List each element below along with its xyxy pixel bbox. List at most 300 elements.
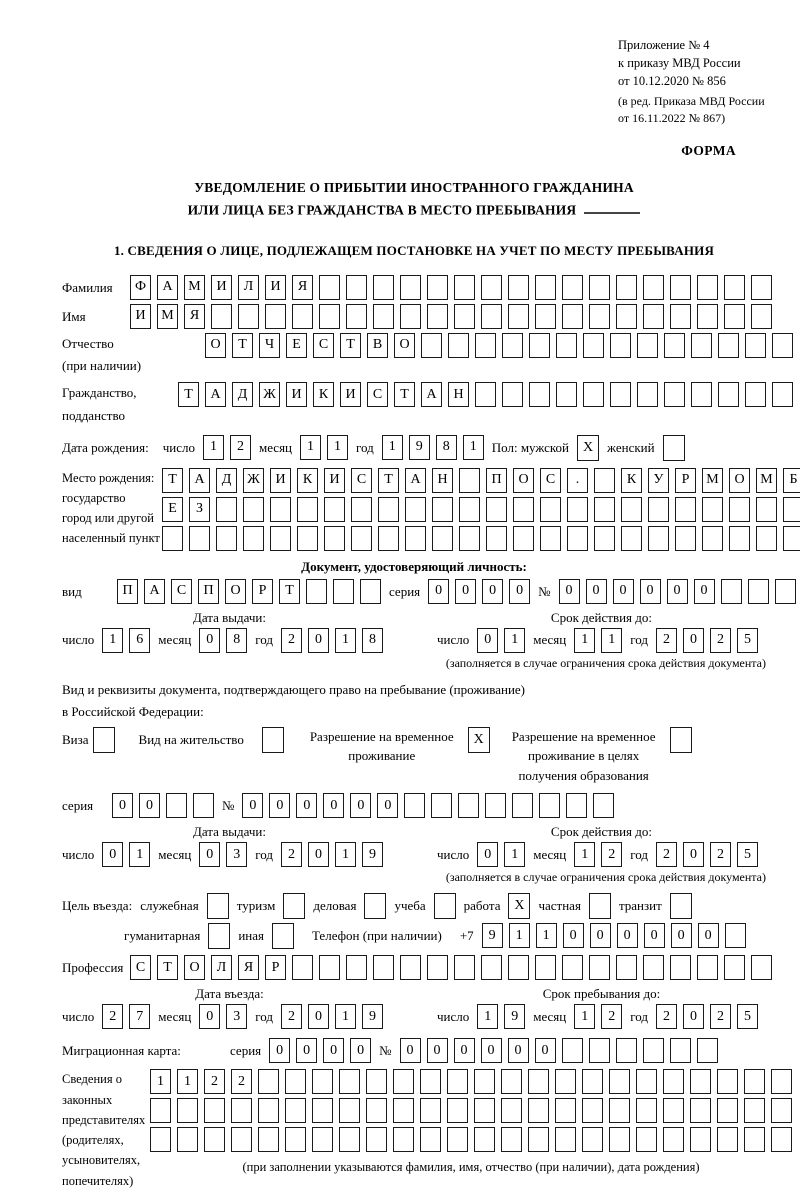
char-cell[interactable] bbox=[663, 1069, 684, 1094]
char-cell[interactable]: 0 bbox=[482, 579, 503, 604]
char-cell[interactable] bbox=[373, 275, 394, 300]
char-cell[interactable]: И bbox=[286, 382, 307, 407]
char-cell[interactable]: 0 bbox=[509, 579, 530, 604]
char-cell[interactable] bbox=[373, 955, 394, 980]
char-cell[interactable]: 1 bbox=[335, 842, 356, 867]
char-cell[interactable] bbox=[697, 1038, 718, 1063]
char-cell[interactable]: А bbox=[157, 275, 178, 300]
char-cell[interactable] bbox=[216, 497, 237, 522]
char-cell[interactable]: 0 bbox=[199, 1004, 220, 1029]
char-cell[interactable] bbox=[610, 333, 631, 358]
char-cell[interactable] bbox=[231, 1127, 252, 1152]
char-cell[interactable] bbox=[447, 1069, 468, 1094]
char-cell[interactable] bbox=[216, 526, 237, 551]
char-cell[interactable] bbox=[292, 955, 313, 980]
char-cell[interactable] bbox=[400, 304, 421, 329]
char-cell[interactable] bbox=[351, 526, 372, 551]
char-cell[interactable] bbox=[643, 955, 664, 980]
char-cell[interactable] bbox=[697, 275, 718, 300]
char-cell[interactable] bbox=[373, 304, 394, 329]
char-cell[interactable]: О bbox=[184, 955, 205, 980]
char-cell[interactable]: У bbox=[648, 468, 669, 493]
char-cell[interactable] bbox=[405, 497, 426, 522]
char-cell[interactable]: 0 bbox=[377, 793, 398, 818]
char-cell[interactable] bbox=[400, 955, 421, 980]
char-cell[interactable] bbox=[771, 1098, 792, 1123]
char-cell[interactable] bbox=[721, 579, 742, 604]
char-cell[interactable]: 0 bbox=[323, 1038, 344, 1063]
char-cell[interactable] bbox=[404, 793, 425, 818]
char-cell[interactable]: 0 bbox=[508, 1038, 529, 1063]
char-cell[interactable]: П bbox=[486, 468, 507, 493]
char-cell[interactable]: 0 bbox=[269, 1038, 290, 1063]
char-cell[interactable]: 7 bbox=[129, 1004, 150, 1029]
char-cell[interactable] bbox=[594, 526, 615, 551]
char-cell[interactable] bbox=[512, 793, 533, 818]
char-cell[interactable] bbox=[393, 1069, 414, 1094]
char-cell[interactable]: 3 bbox=[226, 842, 247, 867]
char-cell[interactable] bbox=[243, 526, 264, 551]
char-cell[interactable]: И bbox=[211, 275, 232, 300]
char-cell[interactable] bbox=[481, 955, 502, 980]
char-cell[interactable]: 0 bbox=[350, 793, 371, 818]
char-cell[interactable] bbox=[501, 1127, 522, 1152]
char-cell[interactable] bbox=[567, 526, 588, 551]
char-cell[interactable]: П bbox=[117, 579, 138, 604]
char-cell[interactable] bbox=[204, 1127, 225, 1152]
char-cell[interactable] bbox=[583, 382, 604, 407]
char-cell[interactable]: И bbox=[324, 468, 345, 493]
char-cell[interactable] bbox=[448, 333, 469, 358]
char-cell[interactable] bbox=[508, 275, 529, 300]
char-cell[interactable]: Л bbox=[238, 275, 259, 300]
char-cell[interactable]: 0 bbox=[454, 1038, 475, 1063]
char-cell[interactable] bbox=[312, 1098, 333, 1123]
char-cell[interactable]: 9 bbox=[409, 435, 430, 460]
char-cell[interactable]: С bbox=[367, 382, 388, 407]
char-cell[interactable]: С bbox=[313, 333, 334, 358]
char-cell[interactable] bbox=[486, 497, 507, 522]
char-cell[interactable] bbox=[528, 1098, 549, 1123]
char-cell[interactable] bbox=[501, 1069, 522, 1094]
char-cell[interactable] bbox=[582, 1127, 603, 1152]
char-cell[interactable] bbox=[177, 1098, 198, 1123]
char-cell[interactable]: 0 bbox=[323, 793, 344, 818]
char-cell[interactable]: 1 bbox=[574, 842, 595, 867]
char-cell[interactable] bbox=[474, 1098, 495, 1123]
char-cell[interactable] bbox=[589, 955, 610, 980]
char-cell[interactable]: Т bbox=[340, 333, 361, 358]
purpose-transit-checkbox[interactable] bbox=[670, 893, 692, 919]
female-checkbox[interactable] bbox=[663, 435, 685, 461]
char-cell[interactable] bbox=[771, 1127, 792, 1152]
char-cell[interactable] bbox=[643, 275, 664, 300]
char-cell[interactable] bbox=[432, 526, 453, 551]
char-cell[interactable]: К bbox=[297, 468, 318, 493]
char-cell[interactable]: 0 bbox=[308, 1004, 329, 1029]
char-cell[interactable] bbox=[702, 497, 723, 522]
char-cell[interactable] bbox=[663, 1098, 684, 1123]
char-cell[interactable] bbox=[150, 1127, 171, 1152]
char-cell[interactable] bbox=[231, 1098, 252, 1123]
char-cell[interactable] bbox=[636, 1127, 657, 1152]
char-cell[interactable]: 0 bbox=[481, 1038, 502, 1063]
char-cell[interactable] bbox=[339, 1098, 360, 1123]
char-cell[interactable] bbox=[616, 304, 637, 329]
char-cell[interactable]: 0 bbox=[477, 842, 498, 867]
char-cell[interactable] bbox=[297, 526, 318, 551]
char-cell[interactable] bbox=[717, 1127, 738, 1152]
char-cell[interactable] bbox=[485, 793, 506, 818]
char-cell[interactable] bbox=[566, 793, 587, 818]
char-cell[interactable] bbox=[508, 304, 529, 329]
char-cell[interactable] bbox=[725, 923, 746, 948]
char-cell[interactable] bbox=[582, 1098, 603, 1123]
char-cell[interactable] bbox=[312, 1069, 333, 1094]
char-cell[interactable] bbox=[745, 333, 766, 358]
char-cell[interactable] bbox=[346, 955, 367, 980]
char-cell[interactable]: 0 bbox=[199, 628, 220, 653]
char-cell[interactable] bbox=[637, 382, 658, 407]
char-cell[interactable]: 0 bbox=[667, 579, 688, 604]
char-cell[interactable]: И bbox=[130, 304, 151, 329]
char-cell[interactable] bbox=[502, 382, 523, 407]
char-cell[interactable] bbox=[319, 304, 340, 329]
char-cell[interactable]: 0 bbox=[296, 793, 317, 818]
char-cell[interactable] bbox=[189, 526, 210, 551]
char-cell[interactable]: 0 bbox=[400, 1038, 421, 1063]
char-cell[interactable]: 1 bbox=[463, 435, 484, 460]
char-cell[interactable] bbox=[306, 579, 327, 604]
char-cell[interactable]: Я bbox=[238, 955, 259, 980]
char-cell[interactable] bbox=[556, 333, 577, 358]
char-cell[interactable] bbox=[555, 1127, 576, 1152]
char-cell[interactable]: Д bbox=[232, 382, 253, 407]
char-cell[interactable]: 0 bbox=[586, 579, 607, 604]
char-cell[interactable]: 2 bbox=[230, 435, 251, 460]
char-cell[interactable] bbox=[783, 497, 800, 522]
char-cell[interactable]: Л bbox=[211, 955, 232, 980]
char-cell[interactable] bbox=[265, 304, 286, 329]
char-cell[interactable] bbox=[663, 1127, 684, 1152]
char-cell[interactable]: 2 bbox=[656, 1004, 677, 1029]
char-cell[interactable] bbox=[718, 382, 739, 407]
char-cell[interactable] bbox=[675, 497, 696, 522]
char-cell[interactable] bbox=[405, 526, 426, 551]
residence-permit-checkbox[interactable] bbox=[262, 727, 284, 753]
char-cell[interactable]: 0 bbox=[559, 579, 580, 604]
char-cell[interactable]: 9 bbox=[362, 842, 383, 867]
char-cell[interactable] bbox=[346, 304, 367, 329]
char-cell[interactable] bbox=[333, 579, 354, 604]
char-cell[interactable] bbox=[459, 497, 480, 522]
char-cell[interactable]: 0 bbox=[269, 793, 290, 818]
char-cell[interactable]: 1 bbox=[335, 1004, 356, 1029]
char-cell[interactable]: О bbox=[205, 333, 226, 358]
char-cell[interactable] bbox=[508, 955, 529, 980]
char-cell[interactable] bbox=[717, 1098, 738, 1123]
char-cell[interactable] bbox=[258, 1069, 279, 1094]
char-cell[interactable] bbox=[567, 497, 588, 522]
char-cell[interactable] bbox=[366, 1098, 387, 1123]
char-cell[interactable] bbox=[691, 333, 712, 358]
purpose-study-checkbox[interactable] bbox=[434, 893, 456, 919]
char-cell[interactable]: 0 bbox=[683, 1004, 704, 1029]
char-cell[interactable]: А bbox=[405, 468, 426, 493]
char-cell[interactable] bbox=[589, 1038, 610, 1063]
char-cell[interactable]: Т bbox=[279, 579, 300, 604]
char-cell[interactable] bbox=[454, 275, 475, 300]
char-cell[interactable]: 0 bbox=[613, 579, 634, 604]
char-cell[interactable]: . bbox=[567, 468, 588, 493]
char-cell[interactable]: 2 bbox=[710, 628, 731, 653]
char-cell[interactable]: Р bbox=[675, 468, 696, 493]
char-cell[interactable]: Д bbox=[216, 468, 237, 493]
char-cell[interactable] bbox=[744, 1069, 765, 1094]
char-cell[interactable]: 2 bbox=[281, 1004, 302, 1029]
char-cell[interactable] bbox=[297, 497, 318, 522]
char-cell[interactable] bbox=[621, 497, 642, 522]
char-cell[interactable] bbox=[772, 333, 793, 358]
char-cell[interactable]: З bbox=[189, 497, 210, 522]
char-cell[interactable] bbox=[616, 275, 637, 300]
char-cell[interactable]: 1 bbox=[203, 435, 224, 460]
char-cell[interactable] bbox=[772, 382, 793, 407]
char-cell[interactable] bbox=[427, 304, 448, 329]
char-cell[interactable] bbox=[783, 526, 800, 551]
char-cell[interactable] bbox=[193, 793, 214, 818]
char-cell[interactable] bbox=[670, 275, 691, 300]
char-cell[interactable] bbox=[724, 304, 745, 329]
char-cell[interactable]: 8 bbox=[362, 628, 383, 653]
char-cell[interactable] bbox=[744, 1127, 765, 1152]
char-cell[interactable] bbox=[319, 275, 340, 300]
char-cell[interactable] bbox=[724, 275, 745, 300]
char-cell[interactable] bbox=[583, 333, 604, 358]
char-cell[interactable]: 2 bbox=[281, 628, 302, 653]
char-cell[interactable]: Н bbox=[448, 382, 469, 407]
char-cell[interactable]: И bbox=[265, 275, 286, 300]
char-cell[interactable]: 1 bbox=[477, 1004, 498, 1029]
char-cell[interactable] bbox=[211, 304, 232, 329]
char-cell[interactable] bbox=[258, 1098, 279, 1123]
char-cell[interactable] bbox=[690, 1098, 711, 1123]
char-cell[interactable]: 5 bbox=[737, 842, 758, 867]
char-cell[interactable]: А bbox=[205, 382, 226, 407]
char-cell[interactable]: Ф bbox=[130, 275, 151, 300]
char-cell[interactable] bbox=[427, 955, 448, 980]
char-cell[interactable]: 3 bbox=[226, 1004, 247, 1029]
char-cell[interactable] bbox=[539, 793, 560, 818]
char-cell[interactable]: 0 bbox=[477, 628, 498, 653]
char-cell[interactable] bbox=[501, 1098, 522, 1123]
char-cell[interactable] bbox=[432, 497, 453, 522]
purpose-humanitarian-checkbox[interactable] bbox=[208, 923, 230, 949]
char-cell[interactable]: 1 bbox=[150, 1069, 171, 1094]
char-cell[interactable]: 0 bbox=[563, 923, 584, 948]
char-cell[interactable]: 8 bbox=[436, 435, 457, 460]
char-cell[interactable]: П bbox=[198, 579, 219, 604]
char-cell[interactable]: О bbox=[394, 333, 415, 358]
char-cell[interactable]: Т bbox=[232, 333, 253, 358]
char-cell[interactable]: С bbox=[351, 468, 372, 493]
char-cell[interactable] bbox=[555, 1098, 576, 1123]
char-cell[interactable]: 0 bbox=[102, 842, 123, 867]
char-cell[interactable] bbox=[204, 1098, 225, 1123]
char-cell[interactable] bbox=[691, 382, 712, 407]
char-cell[interactable] bbox=[481, 304, 502, 329]
char-cell[interactable] bbox=[474, 1069, 495, 1094]
char-cell[interactable]: 1 bbox=[300, 435, 321, 460]
char-cell[interactable]: 1 bbox=[327, 435, 348, 460]
char-cell[interactable] bbox=[745, 382, 766, 407]
char-cell[interactable]: Р bbox=[252, 579, 273, 604]
char-cell[interactable]: 1 bbox=[601, 628, 622, 653]
edu-residence-permit-checkbox[interactable] bbox=[670, 727, 692, 753]
char-cell[interactable]: 1 bbox=[102, 628, 123, 653]
char-cell[interactable] bbox=[366, 1127, 387, 1152]
char-cell[interactable] bbox=[609, 1127, 630, 1152]
char-cell[interactable] bbox=[529, 333, 550, 358]
char-cell[interactable] bbox=[427, 275, 448, 300]
char-cell[interactable]: 1 bbox=[536, 923, 557, 948]
char-cell[interactable] bbox=[454, 955, 475, 980]
char-cell[interactable]: 0 bbox=[590, 923, 611, 948]
char-cell[interactable] bbox=[582, 1069, 603, 1094]
char-cell[interactable]: М bbox=[157, 304, 178, 329]
char-cell[interactable]: 2 bbox=[102, 1004, 123, 1029]
char-cell[interactable] bbox=[366, 1069, 387, 1094]
char-cell[interactable]: А bbox=[189, 468, 210, 493]
purpose-work-checkbox[interactable]: X bbox=[508, 893, 530, 919]
char-cell[interactable]: 1 bbox=[177, 1069, 198, 1094]
char-cell[interactable] bbox=[756, 526, 777, 551]
char-cell[interactable]: 0 bbox=[694, 579, 715, 604]
char-cell[interactable] bbox=[562, 1038, 583, 1063]
char-cell[interactable] bbox=[285, 1069, 306, 1094]
char-cell[interactable] bbox=[562, 304, 583, 329]
char-cell[interactable]: 0 bbox=[455, 579, 476, 604]
char-cell[interactable]: 0 bbox=[112, 793, 133, 818]
char-cell[interactable]: 8 bbox=[226, 628, 247, 653]
char-cell[interactable] bbox=[420, 1127, 441, 1152]
char-cell[interactable]: И bbox=[270, 468, 291, 493]
char-cell[interactable] bbox=[594, 468, 615, 493]
char-cell[interactable] bbox=[150, 1098, 171, 1123]
char-cell[interactable]: 2 bbox=[710, 842, 731, 867]
char-cell[interactable] bbox=[312, 1127, 333, 1152]
char-cell[interactable] bbox=[292, 304, 313, 329]
char-cell[interactable] bbox=[285, 1098, 306, 1123]
char-cell[interactable]: 5 bbox=[737, 1004, 758, 1029]
char-cell[interactable] bbox=[729, 497, 750, 522]
char-cell[interactable] bbox=[285, 1127, 306, 1152]
char-cell[interactable]: 6 bbox=[129, 628, 150, 653]
char-cell[interactable] bbox=[447, 1098, 468, 1123]
purpose-tourism-checkbox[interactable] bbox=[283, 893, 305, 919]
char-cell[interactable] bbox=[621, 526, 642, 551]
char-cell[interactable] bbox=[771, 1069, 792, 1094]
char-cell[interactable] bbox=[447, 1127, 468, 1152]
char-cell[interactable]: А bbox=[421, 382, 442, 407]
char-cell[interactable] bbox=[697, 955, 718, 980]
char-cell[interactable] bbox=[540, 526, 561, 551]
char-cell[interactable] bbox=[643, 304, 664, 329]
char-cell[interactable] bbox=[556, 382, 577, 407]
char-cell[interactable]: 0 bbox=[644, 923, 665, 948]
char-cell[interactable] bbox=[744, 1098, 765, 1123]
char-cell[interactable]: 0 bbox=[350, 1038, 371, 1063]
visa-checkbox[interactable] bbox=[93, 727, 115, 753]
char-cell[interactable]: О bbox=[729, 468, 750, 493]
char-cell[interactable] bbox=[324, 497, 345, 522]
char-cell[interactable] bbox=[648, 526, 669, 551]
char-cell[interactable]: 0 bbox=[427, 1038, 448, 1063]
char-cell[interactable] bbox=[717, 1069, 738, 1094]
char-cell[interactable] bbox=[270, 526, 291, 551]
char-cell[interactable]: О bbox=[225, 579, 246, 604]
char-cell[interactable]: 1 bbox=[574, 628, 595, 653]
char-cell[interactable] bbox=[502, 333, 523, 358]
char-cell[interactable]: 1 bbox=[574, 1004, 595, 1029]
char-cell[interactable]: Я bbox=[184, 304, 205, 329]
purpose-commercial-checkbox[interactable] bbox=[364, 893, 386, 919]
char-cell[interactable]: 0 bbox=[671, 923, 692, 948]
char-cell[interactable] bbox=[751, 955, 772, 980]
char-cell[interactable] bbox=[459, 526, 480, 551]
char-cell[interactable]: К bbox=[621, 468, 642, 493]
char-cell[interactable]: 2 bbox=[281, 842, 302, 867]
char-cell[interactable] bbox=[378, 497, 399, 522]
char-cell[interactable] bbox=[481, 275, 502, 300]
char-cell[interactable] bbox=[670, 1038, 691, 1063]
char-cell[interactable] bbox=[319, 955, 340, 980]
char-cell[interactable]: Т bbox=[394, 382, 415, 407]
char-cell[interactable]: Ж bbox=[259, 382, 280, 407]
char-cell[interactable]: М bbox=[184, 275, 205, 300]
char-cell[interactable]: Е bbox=[286, 333, 307, 358]
char-cell[interactable] bbox=[400, 275, 421, 300]
char-cell[interactable] bbox=[616, 955, 637, 980]
purpose-business-checkbox[interactable] bbox=[207, 893, 229, 919]
char-cell[interactable] bbox=[756, 497, 777, 522]
char-cell[interactable]: 0 bbox=[242, 793, 263, 818]
char-cell[interactable]: 0 bbox=[683, 628, 704, 653]
char-cell[interactable] bbox=[748, 579, 769, 604]
char-cell[interactable]: Т bbox=[178, 382, 199, 407]
char-cell[interactable]: О bbox=[513, 468, 534, 493]
char-cell[interactable] bbox=[360, 579, 381, 604]
char-cell[interactable]: 1 bbox=[129, 842, 150, 867]
char-cell[interactable] bbox=[610, 382, 631, 407]
char-cell[interactable]: 0 bbox=[640, 579, 661, 604]
char-cell[interactable] bbox=[593, 793, 614, 818]
char-cell[interactable] bbox=[594, 497, 615, 522]
char-cell[interactable] bbox=[670, 304, 691, 329]
char-cell[interactable]: В bbox=[367, 333, 388, 358]
char-cell[interactable]: 0 bbox=[428, 579, 449, 604]
char-cell[interactable] bbox=[486, 526, 507, 551]
char-cell[interactable]: М bbox=[702, 468, 723, 493]
char-cell[interactable] bbox=[475, 333, 496, 358]
char-cell[interactable] bbox=[346, 275, 367, 300]
char-cell[interactable] bbox=[555, 1069, 576, 1094]
char-cell[interactable] bbox=[528, 1127, 549, 1152]
char-cell[interactable] bbox=[589, 304, 610, 329]
char-cell[interactable] bbox=[458, 793, 479, 818]
char-cell[interactable] bbox=[535, 275, 556, 300]
char-cell[interactable]: Т bbox=[162, 468, 183, 493]
